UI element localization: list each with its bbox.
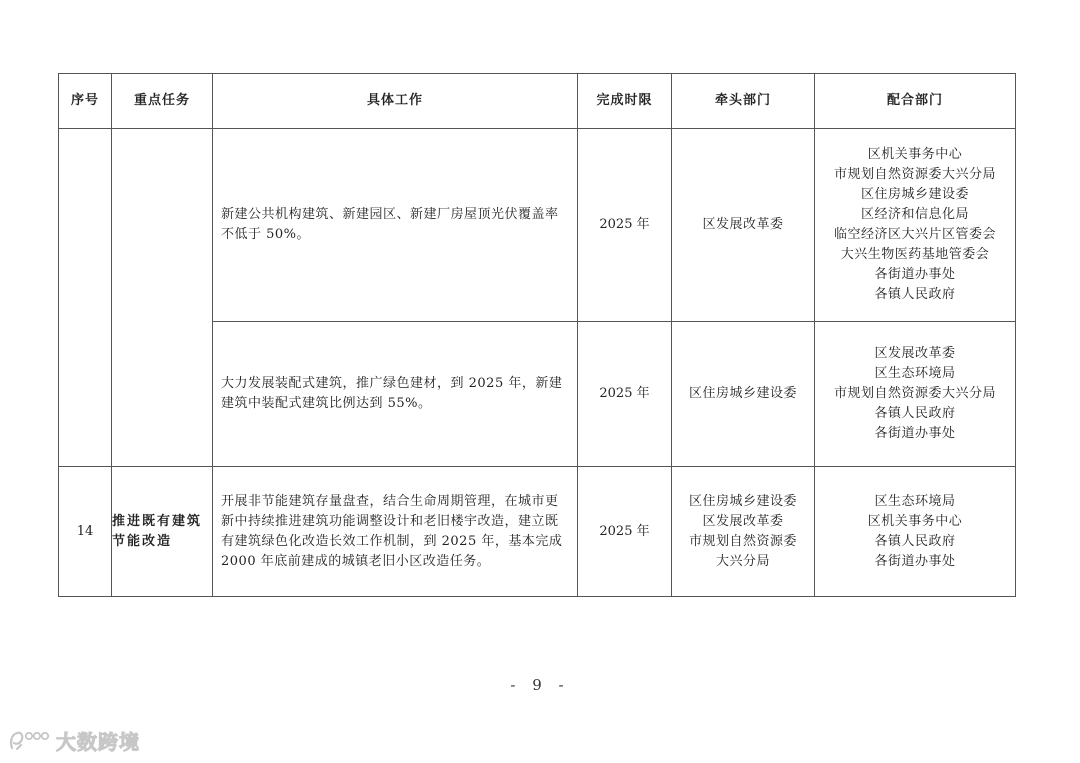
coop-dept: 临空经济区大兴片区管委会 xyxy=(833,227,996,242)
row-lead-cell xyxy=(672,322,815,467)
row-deadline-cell: 2025 年 xyxy=(578,322,672,467)
coop-dept: 区机关事务中心 xyxy=(867,513,963,529)
watermark xyxy=(8,726,140,755)
row-deadline-cell: 2025 年 xyxy=(578,467,672,597)
header-num: 序号 xyxy=(59,74,112,129)
lead-dept: 区发展改革委 xyxy=(702,513,784,529)
row-coop-cell xyxy=(815,129,1016,322)
chat-bubble-logo-icon xyxy=(8,728,52,754)
row-lead-cell xyxy=(672,467,815,597)
coop-dept: 区发展改革委 xyxy=(874,346,956,361)
lead-dept: 区住房城乡建设委 xyxy=(688,493,797,509)
coop-dept: 区生态环境局 xyxy=(874,493,956,509)
coop-dept: 各街道办事处 xyxy=(874,426,956,441)
row-work-cell: 开展非节能建筑存量盘查，结合生命周期管理，在城市更新中持续推进建筑功能调整设计和老旧楼宇改造，建立既有建筑绿色化改造长效工作机制，到 2025 年，基本完成 2000 年底前建成的城镇老旧小区改造任务。 xyxy=(213,467,578,597)
row-deadline-cell: 2025 年 xyxy=(578,129,672,322)
lead-dept: 大兴分局 xyxy=(715,553,770,569)
row-coop-cell xyxy=(815,467,1016,597)
lead-dept: 区发展改革委 xyxy=(702,217,784,232)
table-row xyxy=(59,129,1016,322)
table-header-row xyxy=(59,74,1016,129)
lead-dept: 市规划自然资源委 xyxy=(688,533,797,549)
watermark-text: 大数跨境 xyxy=(56,730,140,754)
header-coop: 配合部门 xyxy=(815,74,1016,129)
row-coop-cell xyxy=(815,322,1016,467)
row-task-cell xyxy=(112,467,213,597)
row-task-text: 推进既有建筑节能改造 xyxy=(112,513,203,549)
row-num-cell: 14 xyxy=(59,467,112,597)
header-task: 重点任务 xyxy=(112,74,213,129)
coop-dept: 市规划自然资源委大兴分局 xyxy=(833,386,996,401)
header-work: 具体工作 xyxy=(213,74,578,129)
row-num-cell xyxy=(59,129,112,467)
row-task-cell xyxy=(112,129,213,467)
coop-dept: 区生态环境局 xyxy=(874,366,956,381)
coop-dept: 区住房城乡建设委 xyxy=(860,187,969,202)
coop-dept: 大兴生物医药基地管委会 xyxy=(840,247,990,262)
header-deadline: 完成时限 xyxy=(578,74,672,129)
coop-dept: 区机关事务中心 xyxy=(867,147,963,162)
lead-dept: 区住房城乡建设委 xyxy=(688,386,797,401)
page-number: - 9 - xyxy=(510,676,570,694)
table-row xyxy=(59,467,1016,597)
row-work-cell: 大力发展装配式建筑，推广绿色建材，到 2025 年，新建建筑中装配式建筑比例达到 55%。 xyxy=(213,322,578,467)
coop-dept: 各街道办事处 xyxy=(874,267,956,282)
coop-dept: 区经济和信息化局 xyxy=(860,207,969,222)
coop-dept: 各镇人民政府 xyxy=(874,406,956,421)
header-lead: 牵头部门 xyxy=(672,74,815,129)
row-lead-cell xyxy=(672,129,815,322)
row-work-cell: 新建公共机构建筑、新建园区、新建厂房屋顶光伏覆盖率不低于 50%。 xyxy=(213,129,578,322)
coop-dept: 市规划自然资源委大兴分局 xyxy=(833,167,996,182)
task-table xyxy=(58,73,1016,597)
coop-dept: 各街道办事处 xyxy=(874,553,956,569)
coop-dept: 各镇人民政府 xyxy=(874,287,956,302)
coop-dept: 各镇人民政府 xyxy=(874,533,956,549)
